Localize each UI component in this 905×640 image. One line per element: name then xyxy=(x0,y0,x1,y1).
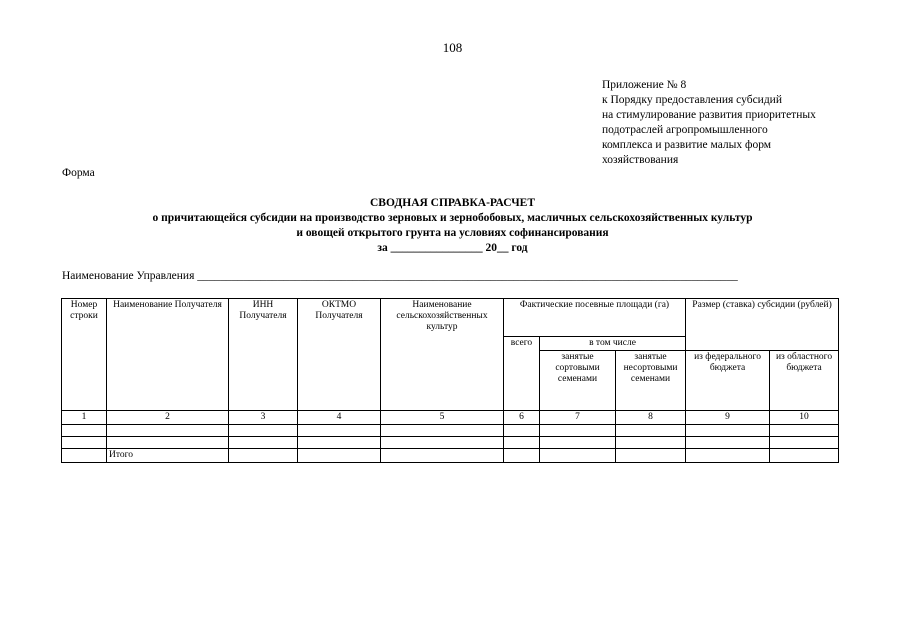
appendix-note xyxy=(602,78,892,168)
column-number: 10 xyxy=(770,411,839,425)
title-line-2: о причитающейся субсидии на производство зерновых и зернобобовых, масличных сельскохозяйственных культур xyxy=(152,212,753,224)
column-number: 8 xyxy=(616,411,686,425)
table-row xyxy=(62,437,839,449)
column-number: 4 xyxy=(298,411,381,425)
table-cell xyxy=(62,425,107,437)
table-row xyxy=(62,425,839,437)
appendix-line: подотраслей агропромышленного xyxy=(602,124,768,136)
appendix-line: к Порядку предоставления субсидий xyxy=(602,94,782,106)
table-cell xyxy=(686,449,770,463)
table-cell xyxy=(540,425,616,437)
table-cell xyxy=(381,437,504,449)
header-including: в том числе xyxy=(540,337,686,351)
column-number: 1 xyxy=(62,411,107,425)
table-cell xyxy=(62,449,107,463)
header-sown-area: Фактические посевные площади (га) xyxy=(504,299,686,337)
management-line: Наименование Управления ______________________________________________________________________________________________ xyxy=(62,270,738,282)
table-cell xyxy=(298,449,381,463)
table-cell xyxy=(107,425,229,437)
header-recipient-name: Наименование Получателя xyxy=(107,299,229,411)
table-cell xyxy=(229,449,298,463)
calculation-table xyxy=(61,298,839,463)
total-row xyxy=(62,449,839,463)
total-label: Итого xyxy=(107,449,229,463)
column-number: 2 xyxy=(107,411,229,425)
title-line-1: СВОДНАЯ СПРАВКА-РАСЧЕТ xyxy=(369,197,536,209)
appendix-line: на стимулирование развития приоритетных xyxy=(602,109,816,121)
table-cell xyxy=(504,449,540,463)
page-number: 108 xyxy=(442,40,463,55)
table-cell xyxy=(107,437,229,449)
table-cell xyxy=(770,437,839,449)
appendix-line: Приложение № 8 xyxy=(602,79,687,91)
column-number: 7 xyxy=(540,411,616,425)
column-number: 9 xyxy=(686,411,770,425)
column-numbers-row xyxy=(62,411,839,425)
header-row-number: Номер строки xyxy=(62,299,107,411)
table-cell xyxy=(229,425,298,437)
header-federal-budget: из федерального бюджета xyxy=(686,351,770,411)
appendix-line: хозяйствования xyxy=(602,154,679,166)
header-sort-seeds: занятые сортовыми семенами xyxy=(540,351,616,411)
table-cell xyxy=(770,425,839,437)
header-subsidy-rate: Размер (ставка) субсидии (рублей) xyxy=(686,299,839,351)
table-cell xyxy=(616,437,686,449)
table-cell xyxy=(616,449,686,463)
header-crop-name: Наименование сельскохозяйственных культур xyxy=(381,299,504,411)
table-cell xyxy=(381,449,504,463)
header-area-total: всего xyxy=(504,337,540,411)
column-number: 3 xyxy=(229,411,298,425)
table-cell xyxy=(770,449,839,463)
table-cell xyxy=(540,449,616,463)
column-number: 6 xyxy=(504,411,540,425)
table-cell xyxy=(504,425,540,437)
table-cell xyxy=(298,425,381,437)
table-cell xyxy=(298,437,381,449)
table-cell xyxy=(686,425,770,437)
form-label: Форма xyxy=(62,167,95,179)
document-title xyxy=(0,196,905,256)
header-oktmo: ОКТМО Получателя xyxy=(298,299,381,411)
title-line-4: за ________________ 20__ год xyxy=(377,242,528,254)
appendix-line: комплекса и развитие малых форм xyxy=(602,139,772,151)
column-number: 5 xyxy=(381,411,504,425)
table-cell xyxy=(540,437,616,449)
table-cell xyxy=(381,425,504,437)
table-cell xyxy=(229,437,298,449)
header-nonsort-seeds: занятые несортовыми семенами xyxy=(616,351,686,411)
header-regional-budget: из областного бюджета xyxy=(770,351,839,411)
header-inn: ИНН Получателя xyxy=(229,299,298,411)
table-cell xyxy=(62,437,107,449)
table-cell xyxy=(504,437,540,449)
table-cell xyxy=(686,437,770,449)
title-line-3: и овощей открытого грунта на условиях софинансирования xyxy=(296,227,609,239)
table-cell xyxy=(616,425,686,437)
